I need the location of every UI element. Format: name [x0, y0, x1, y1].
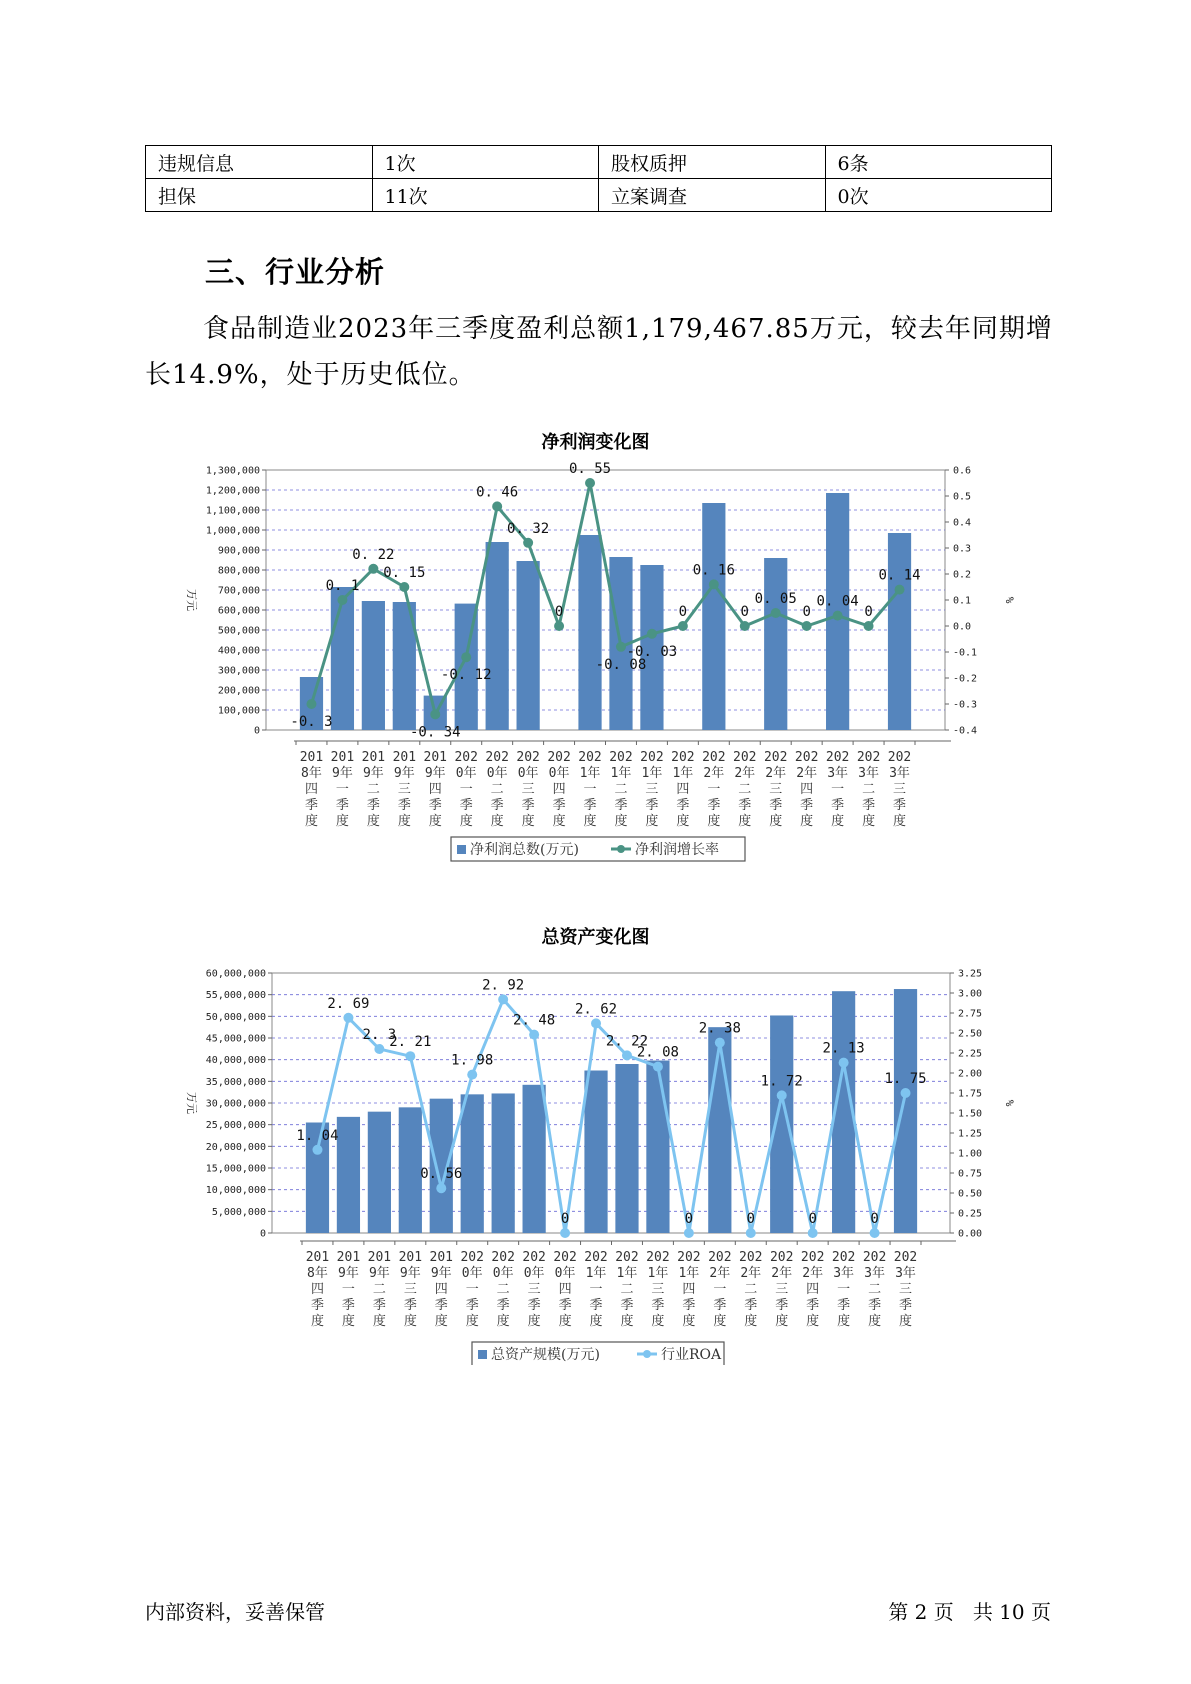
x-tick-label: 202 3年一季度 — [825, 750, 850, 829]
y2-tick-label: 0.5 — [953, 491, 972, 503]
y-tick-label: 600,000 — [217, 605, 260, 617]
line-point — [560, 1228, 570, 1238]
line-point — [777, 1090, 787, 1100]
y2-tick-label: -0.1 — [953, 647, 978, 659]
legend-label: 行业ROA — [661, 1347, 722, 1363]
data-label: 1. 98 — [451, 1052, 494, 1069]
line-point — [616, 642, 626, 652]
bar — [399, 1107, 422, 1233]
data-label: 2. 22 — [605, 1033, 649, 1050]
y-tick-label: 50,000,000 — [205, 1011, 266, 1023]
y2-tick-label: 1.00 — [958, 1148, 983, 1160]
legend-label: 净利润总数(万元) — [470, 842, 579, 858]
footer-page-number: 第 2 页 共 10 页 — [888, 1600, 1051, 1624]
y-tick-label: 60,000,000 — [205, 968, 266, 980]
data-label: 0 — [802, 604, 811, 620]
x-tick-label: 202 1年一季度 — [584, 1250, 608, 1329]
table-cell: 担保 — [146, 179, 373, 212]
line-point — [839, 1058, 849, 1068]
x-tick-label: 202 0年二季度 — [491, 1250, 515, 1329]
data-label: 0 — [746, 1211, 755, 1227]
y-tick-label: 55,000,000 — [205, 990, 266, 1002]
x-tick-label: 202 0年三季度 — [516, 750, 540, 829]
legend-swatch-point — [617, 845, 625, 853]
line-point — [591, 1018, 601, 1028]
bar — [368, 1112, 391, 1233]
line-point — [312, 1145, 322, 1155]
table-cell: 0次 — [825, 179, 1052, 212]
data-label: 2. 21 — [389, 1034, 432, 1051]
line-point — [529, 1030, 539, 1040]
y-tick-label: 1,000,000 — [205, 525, 260, 537]
y-tick-label: 25,000,000 — [205, 1120, 266, 1132]
data-label: -0. 12 — [440, 667, 492, 684]
y-tick-label: 30,000,000 — [205, 1098, 266, 1110]
data-label: 1. 04 — [296, 1127, 339, 1144]
table-row — [146, 179, 1052, 212]
y2-tick-label: -0.3 — [953, 699, 978, 711]
data-label: 0. 32 — [507, 520, 550, 537]
data-label: 0. 55 — [568, 461, 612, 477]
y-tick-label: 5,000,000 — [211, 1206, 266, 1218]
x-tick-label: 201 8年四季度 — [299, 750, 324, 829]
chart-title-total-assets: 总资产变化图 — [541, 927, 650, 948]
data-label: -0. 08 — [595, 656, 647, 673]
x-tick-label: 201 9年二季度 — [367, 1250, 392, 1329]
data-label: 0 — [870, 1211, 879, 1227]
data-label: 0 — [808, 1211, 817, 1227]
bar — [646, 1061, 669, 1233]
data-label: 0. 04 — [816, 593, 859, 610]
x-tick-label: 202 1年二季度 — [609, 750, 633, 829]
x-tick-label: 202 2年一季度 — [702, 750, 726, 829]
y2-tick-label: 2.25 — [958, 1048, 983, 1060]
y2-tick-label: 0.2 — [953, 569, 972, 581]
x-tick-label: 201 9年一季度 — [336, 1250, 361, 1329]
bar — [517, 561, 540, 730]
table-cell: 股权质押 — [599, 146, 826, 179]
bar — [702, 503, 725, 730]
y2-tick-label: 0.0 — [953, 621, 972, 633]
line-point — [802, 621, 812, 631]
bar — [764, 558, 787, 730]
x-tick-label: 202 0年一季度 — [454, 750, 478, 829]
x-tick-label: 202 2年二季度 — [733, 750, 757, 829]
section-paragraph: 食品制造业2023年三季度盈利总额1,179,467.85万元，较去年同期增长14.9%，处于历史低位。 — [145, 314, 1053, 390]
line-point — [715, 1038, 725, 1048]
bar — [331, 587, 354, 730]
y-axis-label: 万元 — [185, 589, 198, 611]
y2-tick-label: 0.6 — [953, 465, 972, 477]
table-cell: 6条 — [825, 146, 1052, 179]
line-point — [833, 611, 843, 621]
x-tick-label: 201 9年一季度 — [330, 750, 355, 829]
info-table — [145, 145, 1052, 212]
data-label: 1. 72 — [760, 1073, 803, 1090]
x-tick-label: 202 0年四季度 — [547, 750, 571, 829]
line-point — [436, 1183, 446, 1193]
line-point — [870, 1228, 880, 1238]
line-point — [647, 629, 657, 639]
line-point — [461, 652, 471, 662]
line-point — [405, 1051, 415, 1061]
data-label: 2. 13 — [822, 1040, 865, 1057]
y-tick-label: 300,000 — [217, 665, 260, 677]
data-label: 0 — [684, 1211, 694, 1227]
bar — [708, 1027, 731, 1233]
y-tick-label: 700,000 — [217, 585, 260, 597]
y2-tick-label: 0.50 — [958, 1188, 983, 1200]
line-point — [492, 501, 502, 511]
y-tick-label: 15,000,000 — [205, 1163, 266, 1175]
bar — [523, 1085, 546, 1233]
x-tick-label: 202 0年三季度 — [522, 1250, 546, 1329]
y2-tick-label: 0.1 — [953, 595, 972, 607]
data-label: 0 — [678, 604, 688, 620]
data-label: 0. 22 — [352, 546, 395, 563]
line-point — [684, 1228, 694, 1238]
y-tick-label: 800,000 — [217, 565, 260, 577]
line-point — [901, 1088, 911, 1098]
x-tick-label: 202 2年三季度 — [769, 1250, 794, 1329]
y2-axis-label: % — [1003, 596, 1016, 604]
bar — [615, 1064, 638, 1233]
x-tick-label: 202 3年三季度 — [887, 750, 912, 829]
x-tick-label: 202 1年三季度 — [640, 750, 664, 829]
data-label: 2. 48 — [513, 1012, 556, 1029]
y2-tick-label: 3.25 — [958, 968, 983, 980]
x-tick-label: 201 9年三季度 — [392, 750, 417, 829]
x-tick-label: 202 0年一季度 — [460, 1250, 484, 1329]
bar — [888, 533, 911, 730]
legend-label: 净利润增长率 — [635, 842, 719, 858]
x-tick-label: 202 3年二季度 — [856, 750, 881, 829]
y-tick-label: 1,100,000 — [205, 505, 260, 517]
y2-tick-label: 0.4 — [953, 517, 972, 529]
x-tick-label: 202 1年一季度 — [578, 750, 602, 829]
legend-swatch-bar — [457, 845, 466, 854]
legend-swatch-point — [643, 1350, 651, 1358]
legend-label: 总资产规模(万元) — [491, 1347, 600, 1363]
line-point — [467, 1070, 477, 1080]
x-tick-label: 202 2年一季度 — [708, 1250, 732, 1329]
data-label: 2. 62 — [574, 1001, 618, 1018]
y2-tick-label: -0.4 — [953, 725, 978, 737]
line-point — [498, 994, 508, 1004]
data-label: 0. 16 — [692, 562, 735, 579]
bar — [584, 1071, 607, 1234]
table-cell: 1次 — [372, 146, 599, 179]
line-point — [709, 579, 719, 589]
total-assets-chart — [0, 955, 1191, 1365]
data-label: 2. 08 — [636, 1044, 680, 1061]
data-label: 0 — [864, 604, 873, 620]
y-tick-label: 20,000,000 — [205, 1141, 266, 1153]
data-label: -0. 03 — [626, 643, 678, 660]
x-tick-label: 202 2年三季度 — [763, 750, 788, 829]
x-tick-label: 202 1年四季度 — [671, 750, 695, 829]
line-point — [622, 1050, 632, 1060]
table-cell: 立案调查 — [599, 179, 826, 212]
data-label: 0 — [560, 1211, 570, 1227]
line-point — [337, 595, 347, 605]
y-tick-label: 900,000 — [217, 545, 260, 557]
net-profit-chart — [0, 460, 1191, 870]
table-cell: 11次 — [372, 179, 599, 212]
chart-title-net-profit: 净利润变化图 — [541, 432, 650, 453]
x-tick-label: 202 3年三季度 — [893, 1250, 918, 1329]
y-tick-label: 1,200,000 — [205, 485, 260, 497]
x-tick-label: 202 3年一季度 — [831, 1250, 856, 1329]
section-title: 三、行业分析 — [205, 255, 386, 289]
legend-swatch-bar — [478, 1350, 487, 1359]
bar — [461, 1094, 484, 1233]
y2-tick-label: 2.75 — [958, 1008, 983, 1020]
line-point — [343, 1013, 353, 1023]
y2-tick-label: 0.25 — [958, 1208, 983, 1220]
y2-tick-label: -0.2 — [953, 673, 978, 685]
data-label: 2. 38 — [698, 1020, 741, 1037]
y2-tick-label: 3.00 — [958, 988, 983, 1000]
bar — [894, 989, 917, 1233]
y-axis-label: 万元 — [185, 1092, 198, 1114]
data-label: 0. 15 — [383, 565, 426, 581]
line-point — [864, 621, 874, 631]
y-tick-label: 400,000 — [217, 645, 260, 657]
line-point — [523, 538, 533, 548]
data-label: 2. 69 — [327, 995, 370, 1012]
y2-tick-label: 2.00 — [958, 1068, 983, 1080]
x-tick-label: 201 8年四季度 — [305, 1250, 330, 1329]
bar — [362, 601, 385, 730]
x-tick-label: 202 2年四季度 — [800, 1250, 825, 1329]
y-tick-label: 10,000,000 — [205, 1185, 266, 1197]
x-tick-label: 202 2年四季度 — [794, 750, 819, 829]
data-label: 0. 56 — [420, 1166, 463, 1183]
data-label: 1. 75 — [884, 1071, 927, 1087]
y-tick-label: 0 — [259, 1228, 266, 1240]
bar — [337, 1117, 360, 1233]
data-label: 0. 05 — [754, 591, 797, 607]
y-tick-label: 0 — [253, 725, 260, 737]
line-point — [430, 709, 440, 719]
bar — [578, 535, 601, 730]
x-tick-label: 201 9年二季度 — [361, 750, 386, 829]
table-row — [146, 146, 1052, 179]
x-tick-label: 201 9年四季度 — [423, 750, 448, 829]
y2-axis-label: % — [1003, 1099, 1016, 1107]
y-tick-label: 100,000 — [217, 705, 260, 717]
y-tick-label: 40,000,000 — [205, 1055, 266, 1067]
y2-tick-label: 1.25 — [958, 1128, 983, 1140]
x-tick-label: 201 9年四季度 — [429, 1250, 454, 1329]
y2-tick-label: 2.50 — [958, 1028, 983, 1040]
y2-tick-label: 0.3 — [953, 543, 972, 555]
footer-left: 内部资料，妥善保管 — [145, 1600, 325, 1624]
line-point — [554, 621, 564, 631]
line-point — [740, 621, 750, 631]
x-tick-label: 202 1年三季度 — [646, 1250, 670, 1329]
table-cell: 违规信息 — [146, 146, 373, 179]
x-tick-label: 202 0年二季度 — [485, 750, 509, 829]
line-point — [746, 1228, 756, 1238]
bar — [486, 542, 509, 730]
bar — [492, 1093, 515, 1233]
data-label: 0 — [740, 604, 749, 620]
x-tick-label: 201 9年三季度 — [398, 1250, 423, 1329]
y2-tick-label: 1.75 — [958, 1088, 983, 1100]
y2-tick-label: 0.00 — [958, 1228, 983, 1240]
y2-tick-label: 0.75 — [958, 1168, 983, 1180]
data-label: 0. 14 — [878, 567, 921, 584]
y-tick-label: 1,300,000 — [205, 465, 260, 477]
line-point — [399, 582, 409, 592]
y-tick-label: 35,000,000 — [205, 1076, 266, 1088]
data-label: -0. 34 — [409, 724, 461, 741]
x-tick-label: 202 0年四季度 — [553, 1250, 577, 1329]
x-tick-label: 202 1年四季度 — [677, 1250, 701, 1329]
line-point — [678, 621, 688, 631]
data-label: 2. 3 — [362, 1027, 397, 1043]
y-tick-label: 200,000 — [217, 685, 260, 697]
line-point — [374, 1044, 384, 1054]
line-point — [653, 1062, 663, 1072]
line-point — [895, 585, 905, 595]
data-label: 0 — [554, 604, 564, 620]
x-tick-label: 202 1年二季度 — [615, 1250, 639, 1329]
x-tick-label: 202 2年二季度 — [739, 1250, 763, 1329]
bar — [770, 1015, 793, 1233]
y2-tick-label: 1.50 — [958, 1108, 983, 1120]
data-label: 0. 1 — [325, 578, 360, 594]
x-tick-label: 202 3年二季度 — [862, 1250, 887, 1329]
y-tick-label: 500,000 — [217, 625, 260, 637]
line-point — [771, 608, 781, 618]
line-point — [368, 564, 378, 574]
data-label: 2. 92 — [482, 977, 525, 994]
data-label: 0. 46 — [476, 484, 519, 501]
line-point — [808, 1228, 818, 1238]
data-label: -0. 3 — [290, 714, 333, 730]
line-point — [306, 699, 316, 709]
line-point — [585, 478, 595, 488]
y-tick-label: 45,000,000 — [205, 1033, 266, 1045]
